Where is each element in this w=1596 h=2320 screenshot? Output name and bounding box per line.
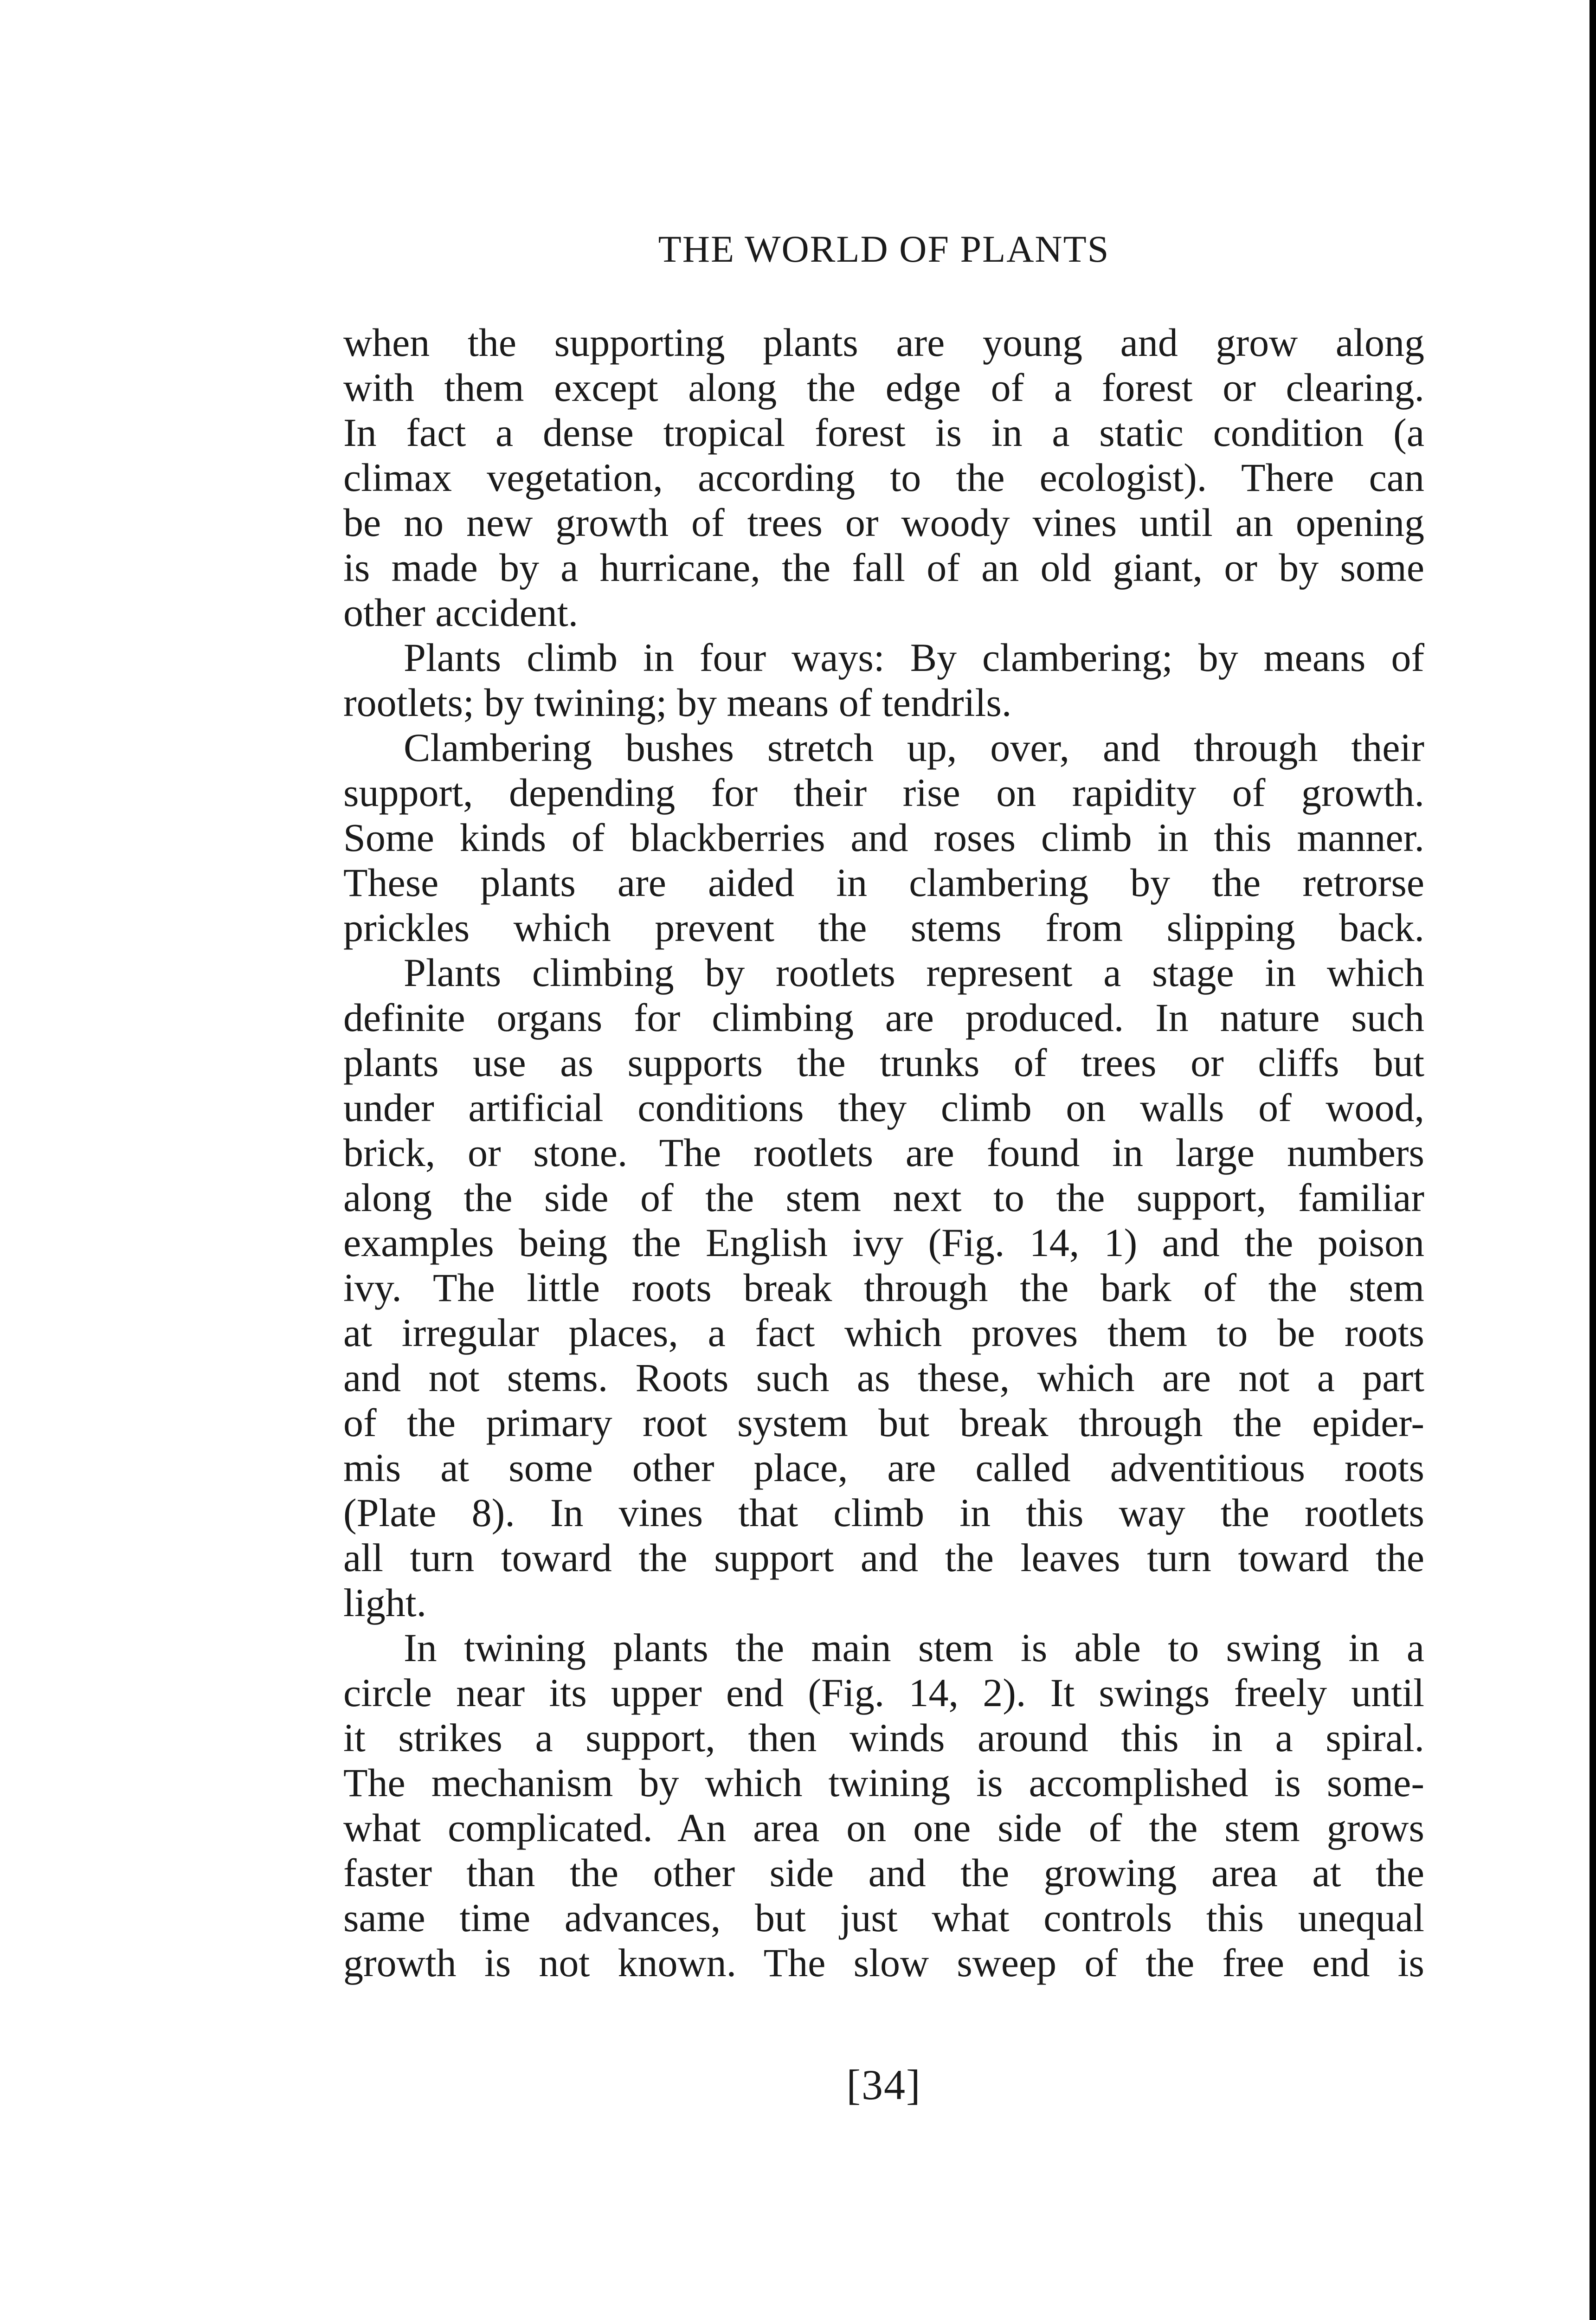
text-line: ivy. The little roots break through the bark of the stem [343,1265,1424,1310]
text-line: brick, or stone. The rootlets are found in large numbers [343,1130,1424,1175]
body-text [343,320,1424,1985]
text-line: In fact a dense tropical forest is in a static condition (a [343,410,1424,455]
text-line: Some kinds of blackberries and roses climb in this manner. [343,815,1424,860]
running-head: THE WORLD OF PLANTS [658,228,1110,270]
text-line: Clambering bushes stretch up, over, and through their [404,725,1424,770]
text-line: The mechanism by which twining is accomplished is some- [343,1760,1424,1805]
text-line: faster than the other side and the growing area at the [343,1850,1424,1895]
text-line: mis at some other place, are called adventitious roots [343,1445,1424,1490]
text-line: prickles which prevent the stems from slipping back. [343,905,1424,950]
text-line: all turn toward the support and the leaves turn toward the [343,1535,1424,1580]
text-line: Plants climbing by rootlets represent a stage in which [404,950,1424,995]
text-line: same time advances, but just what controls this unequal [343,1895,1424,1940]
text-line: along the side of the stem next to the support, familiar [343,1175,1424,1220]
text-line: circle near its upper end (Fig. 14, 2). It swings freely until [343,1670,1424,1715]
text-line: of the primary root system but break through the epider- [343,1400,1424,1445]
text-line: examples being the English ivy (Fig. 14, 1) and the poison [343,1220,1424,1265]
scan-edge-right [1590,0,1596,2320]
text-line: what complicated. An area on one side of the stem grows [343,1805,1424,1850]
text-line: (Plate 8). In vines that climb in this way the rootlets [343,1490,1424,1535]
text-line: at irregular places, a fact which proves them to be roots [343,1310,1424,1355]
text-line: under artificial conditions they climb on walls of wood, [343,1085,1424,1130]
text-line: Plants climb in four ways: By clambering; by means of [404,635,1424,680]
text-line: climax vegetation, according to the ecologist). There can [343,455,1424,500]
text-line: other accident. [343,590,579,635]
text-line: plants use as supports the trunks of trees or cliffs but [343,1040,1424,1085]
text-line: it strikes a support, then winds around this in a spiral. [343,1715,1424,1760]
text-line: In twining plants the main stem is able to swing in a [404,1625,1424,1670]
text-line: with them except along the edge of a forest or clearing. [343,365,1424,410]
text-line: and not stems. Roots such as these, which are not a part [343,1355,1424,1400]
text-line: rootlets; by twining; by means of tendrils. [343,680,1012,725]
text-line: be no new growth of trees or woody vines until an opening [343,500,1424,545]
text-line: when the supporting plants are young and grow along [343,320,1424,365]
text-line: These plants are aided in clambering by the retrorse [343,860,1424,905]
text-line: growth is not known. The slow sweep of the free end is [343,1940,1424,1985]
text-line: is made by a hurricane, the fall of an old giant, or by some [343,545,1424,590]
text-line: definite organs for climbing are produced. In nature such [343,995,1424,1040]
text-line: light. [343,1580,427,1625]
page-number: [34] [846,2061,921,2108]
text-line: support, depending for their rise on rapidity of growth. [343,770,1424,815]
